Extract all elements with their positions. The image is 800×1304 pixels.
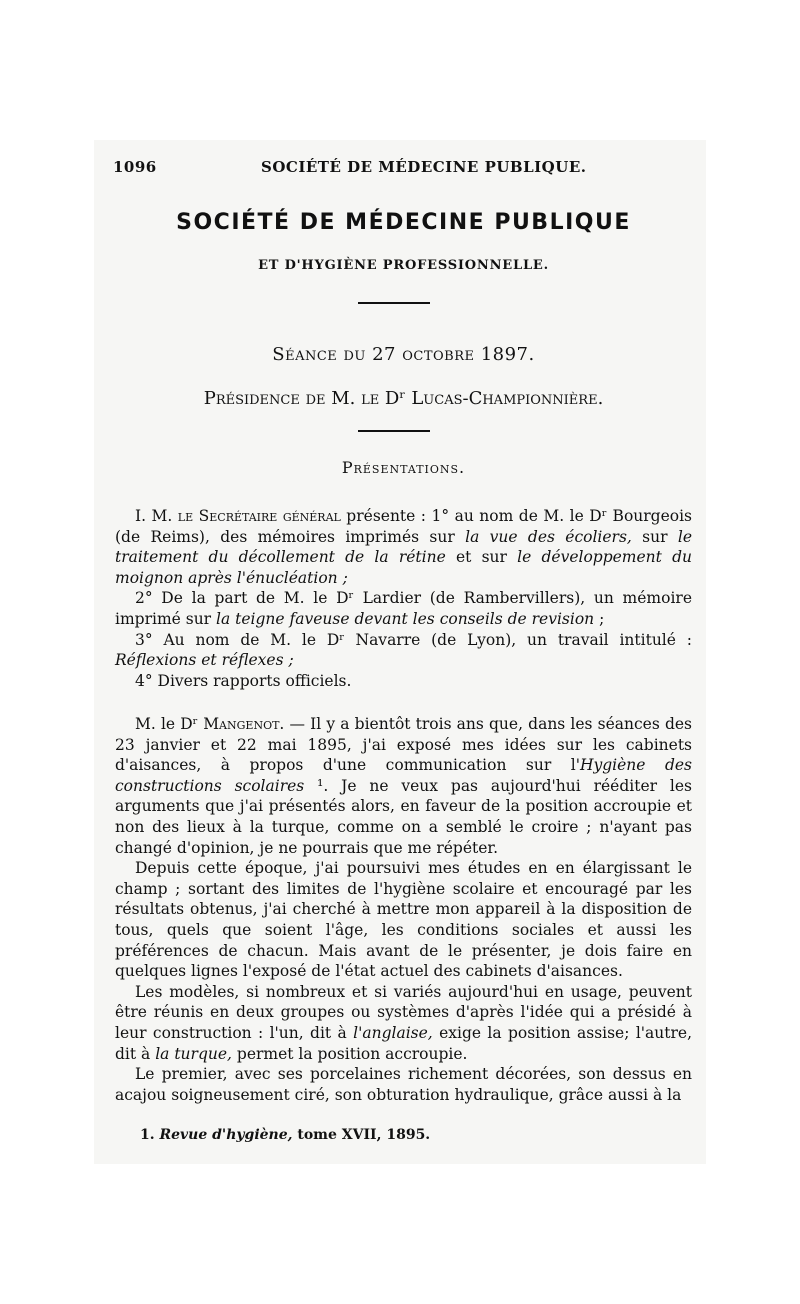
paragraph: Depuis cette époque, j'ai poursuivi mes études en en élargissant le champ ; sortant des limites de l'hygiène scolaire et encouragé par les résultats obtenus, j'ai cherché à mettre mon appareil à la disposition de tous, quels que soient l'âge, les conditions sociales et aussi les préférences de chacun. Mais avant de le présenter, je dois faire en quelques lignes l'exposé de l'état actuel des cabinets d'aisances.: [115, 859, 692, 981]
paragraph: Les modèles, si nombreux et si variés aujourd'hui en usage, peuvent être réunis en deux groupes ou systèmes d'après l'idée qui a présidé à leur construction : l'un, dit à l'anglaise, exige la position assise; l'autre, dit à la turque, permet la position accroupie.: [115, 982, 692, 1063]
presidency-line: Présidence de M. le Dʳ Lucas-Championnière.: [203, 388, 604, 409]
divider: [358, 302, 430, 304]
presentations-list: [115, 506, 692, 691]
mangenot-communication: [115, 714, 692, 1105]
section-title: Présentations.: [341, 458, 466, 477]
presentation-item-2: 2° De la part de M. le Dʳ Lardier (de Rambervillers), un mémoire imprimé sur la teigne faveuse devant les conseils de revision ;: [115, 589, 692, 628]
presentation-item-4: 4° Divers rapports officiels.: [135, 671, 352, 690]
session-date: Séance du 27 octobre 1897.: [272, 344, 535, 365]
presentation-item-3: 3° Au nom de M. le Dʳ Navarre (de Lyon), un travail intitulé : Réflexions et réflexes ;: [115, 630, 692, 670]
page-number: 1096: [113, 158, 157, 176]
society-title: SOCIÉTÉ DE MÉDECINE PUBLIQUE: [176, 210, 631, 235]
divider: [358, 430, 430, 432]
paragraph: M. le Dʳ Mangenot. — Il y a bientôt trois ans que, dans les séances des 23 janvier et 22 mai 1895, j'ai exposé mes idées sur les cabinets d'aisances, à propos d'une communication sur l'Hygiène des constructions scolaires ¹. Je ne veux pas aujourd'hui rééditer les arguments que j'ai présentés alors, en faveur de la position accroupie et non des lieux à la turque, comme on a semblé le croire ; n'ayant pas changé d'opinion, je ne pourrais que me répéter.: [115, 715, 693, 857]
paragraph: Le premier, avec ses porcelaines richement décorées, son dessus en acajou soigneusement ciré, son obturation hydraulique, grâce aussi à la: [115, 1065, 692, 1104]
society-subtitle: ET D'HYGIÈNE PROFESSIONNELLE.: [258, 258, 549, 273]
running-title: SOCIÉTÉ DE MÉDECINE PUBLIQUE.: [261, 158, 587, 176]
footnote: 1. Revue d'hygiène, tome XVII, 1895.: [140, 1127, 431, 1143]
presentation-item-1: I. M. le Secrétaire général présente : 1° au nom de M. le Dʳ Bourgeois (de Reims), des mémoires imprimés sur la vue des écoliers, sur le traitement du décollement de la rétine et sur le développement du moignon après l'énucléation ;: [115, 507, 693, 587]
